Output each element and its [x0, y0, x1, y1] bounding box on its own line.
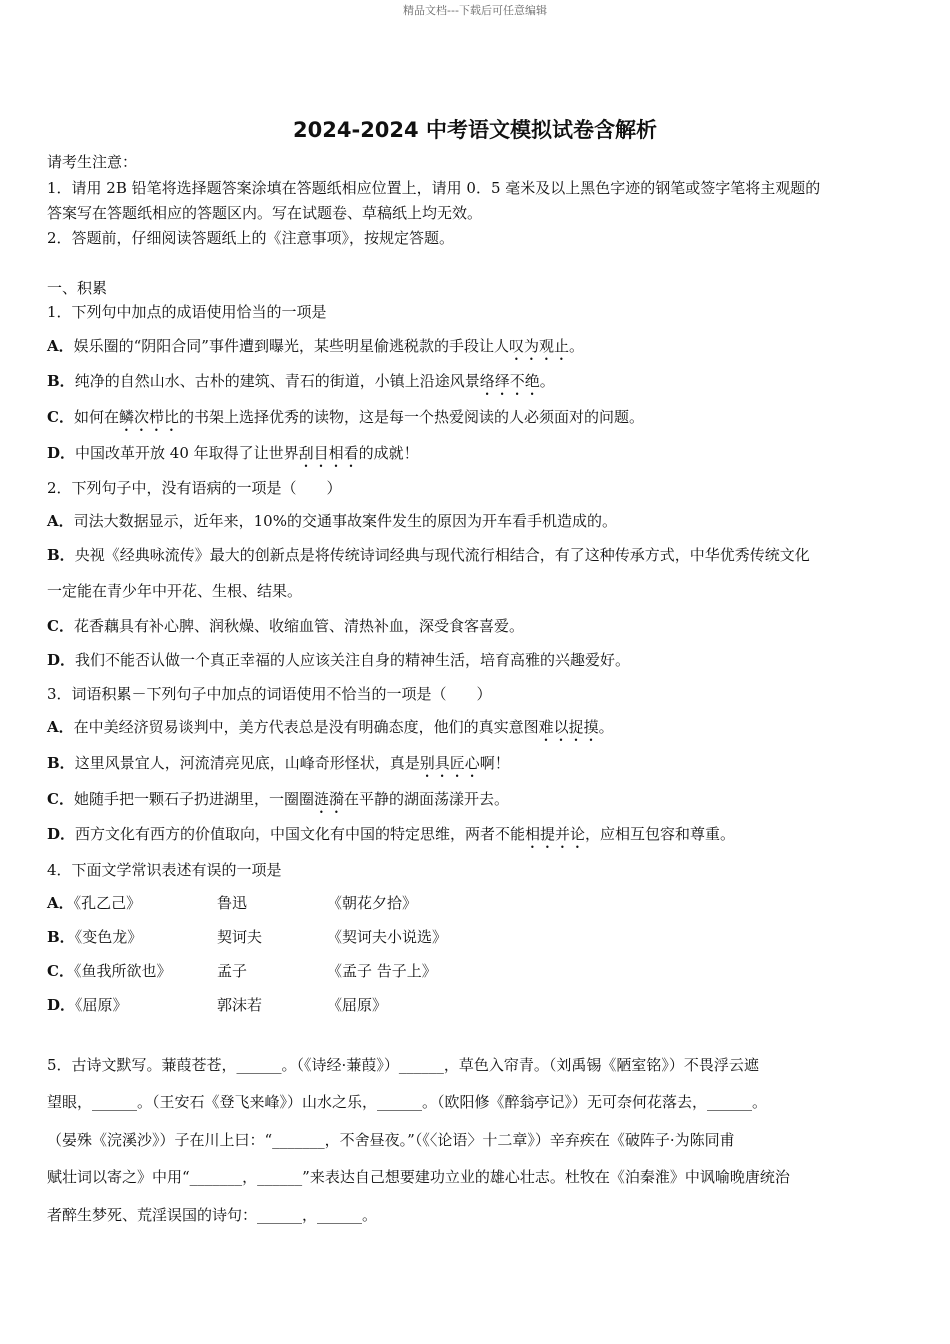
- notice-item-1a: 1．请用 2B 铅笔将选择题答案涂填在答题纸相应位置上，请用 0．5 毫米及以上黑色字迹的钢笔或签字笔将主观题的: [47, 179, 821, 197]
- option-text: 花香藕具有补心脾、润秋燥、收缩血管、清热补血，深受食客喜爱。: [73, 617, 524, 635]
- work-title: 《鱼我所欲也》: [73, 962, 172, 980]
- option-label: D．: [47, 825, 76, 843]
- notice-heading: 请考生注意：: [47, 153, 138, 171]
- option-text: 央视《经典咏流传》最大的创新点是将传统诗词经典与现代流行相结合，有了这种传承方式，中华优秀传统文化: [74, 546, 810, 564]
- page-title: 2024-2024 中考语文模拟试卷含解析: [293, 118, 657, 142]
- option-text: 纯净的自然山水、古朴的建筑、青石的街道，小镇上沿途风景: [74, 372, 480, 390]
- q3-stem: 3．词语积累－下列句子中加点的词语使用不恰当的一项是（ ）: [47, 685, 492, 703]
- option-label: B．: [47, 928, 75, 946]
- q2-option-b: [47, 545, 810, 565]
- author: 鲁迅: [217, 894, 248, 912]
- q2-option-a: [47, 511, 617, 531]
- source-title: 《孟子 告子上》: [327, 962, 437, 980]
- q4-row: [47, 927, 447, 947]
- q4-stem: 4．下面文学常识表述有误的一项是: [47, 861, 282, 879]
- option-label: B．: [47, 754, 75, 772]
- q2-option-c: [47, 616, 524, 636]
- option-label: C．: [47, 617, 74, 635]
- option-text: 在中美经济贸易谈判中，美方代表总是没有明确态度，他们的真实意图: [73, 718, 539, 736]
- dotted-idiom: 涟漪: [313, 790, 344, 808]
- notice-item-1b: 答案写在答题纸相应的答题区内。写在试题卷、草稿纸上均无效。: [47, 204, 483, 222]
- work-title: 《变色龙》: [74, 928, 143, 946]
- work-title: 《孔乙己》: [73, 894, 142, 912]
- q2-option-b-cont: 一定能在青少年中开花、生根、结果。: [47, 582, 303, 600]
- option-label: D．: [47, 996, 76, 1014]
- option-label: C．: [47, 790, 74, 808]
- dotted-idiom: 刮目相看: [298, 444, 359, 462]
- notice-item-2: 2．答题前，仔细阅读答题纸上的《注意事项》，按规定答题。: [47, 229, 455, 247]
- q1-option-a: [47, 336, 584, 364]
- q1-option-d: [47, 443, 419, 471]
- q4-row: [47, 893, 417, 913]
- option-label: A．: [47, 337, 74, 355]
- q3-option-d: [47, 824, 735, 852]
- author: 郭沫若: [217, 996, 263, 1014]
- option-text: 娱乐圈的“阴阳合同”事件遭到曝光，某些明星偷逃税款的手段让人: [73, 337, 509, 355]
- option-label: D．: [47, 651, 76, 669]
- q2-stem: 2．下列句子中，没有语病的一项是（ ）: [47, 479, 342, 497]
- option-text-end: 在平静的湖面荡漾开去。: [343, 790, 509, 808]
- q1-option-b: [47, 371, 555, 399]
- dotted-idiom: 相提并论: [525, 825, 586, 843]
- author: 孟子: [217, 962, 248, 980]
- option-text-end: 。: [569, 337, 585, 355]
- watermark: 精品文档---下载后可任意编辑: [403, 4, 547, 17]
- option-text-end: 。: [598, 718, 614, 736]
- option-text-end: 的书架上选择优秀的读物，这是每一个热爱阅读的人必须面对的问题。: [178, 408, 644, 426]
- option-text: 中国改革开放 40 年取得了让世界: [75, 444, 299, 462]
- option-label: C．: [47, 962, 74, 980]
- option-text-end: 的成就！: [358, 444, 419, 462]
- q5-line-4: 赋壮词以寄之》中用“_______，______”来表达自己想要建功立业的雄心壮志。杜牧在《泊秦淮》中讽喻晚唐统治: [47, 1168, 790, 1186]
- option-text-end: ，应相互包容和尊重。: [585, 825, 736, 843]
- q5-line-1: 5．古诗文默写。蒹葭苍苍，______。（《诗经·蒹葭》）______，草色入帘青。（刘禹锡《陋室铭》）不畏浮云遮: [47, 1056, 759, 1074]
- option-text: 司法大数据显示，近年来，10%的交通事故案件发生的原因为开车看手机造成的。: [73, 512, 617, 530]
- option-label: A．: [47, 894, 74, 912]
- dotted-idiom: 鳞次栉比: [118, 408, 179, 426]
- source-title: 《朝花夕拾》: [327, 894, 418, 912]
- option-text-end: 啊！: [479, 754, 510, 772]
- option-label: A．: [47, 718, 74, 736]
- option-label: C．: [47, 408, 74, 426]
- q1-option-c: [47, 407, 644, 435]
- option-text: 这里风景宜人，河流清亮见底，山峰奇形怪状，真是: [74, 754, 420, 772]
- q3-option-b: [47, 753, 510, 781]
- q5-line-5: 者醉生梦死、荒淫误国的诗句：______，______。: [47, 1206, 378, 1224]
- author: 契诃夫: [217, 928, 263, 946]
- option-label: A．: [47, 512, 74, 530]
- option-label: D．: [47, 444, 76, 462]
- dotted-idiom: 难以捉摸: [538, 718, 599, 736]
- option-label: B．: [47, 372, 75, 390]
- section-heading: 一、积累: [47, 279, 108, 297]
- option-text: 如何在: [73, 408, 119, 426]
- dotted-idiom: 叹为观止: [508, 337, 569, 355]
- source-title: 《屈原》: [327, 996, 388, 1014]
- q5-line-3: （晏殊《浣溪沙》）子在川上曰：“_______，不舍昼夜。”（《〈论语〉十二章》）辛弃疾在《破阵子·为陈同甫: [47, 1131, 735, 1149]
- q3-option-a: [47, 717, 614, 745]
- dotted-idiom: 别具匠心: [419, 754, 480, 772]
- option-text: 我们不能否认做一个真正幸福的人应该关注自身的精神生活，培育高雅的兴趣爱好。: [75, 651, 631, 669]
- dotted-idiom: 络绎不绝: [479, 372, 540, 390]
- q1-stem: 1．下列句中加点的成语使用恰当的一项是: [47, 303, 327, 321]
- option-label: B．: [47, 546, 75, 564]
- q2-option-d: [47, 650, 630, 670]
- option-text: 她随手把一颗石子扔进湖里，一圈圈: [73, 790, 314, 808]
- q5-line-2: 望眼，______。（王安石《登飞来峰》）山水之乐，______。（欧阳修《醉翁亭记》）无可奈何花落去，______。: [47, 1093, 768, 1111]
- work-title: 《屈原》: [75, 996, 128, 1014]
- source-title: 《契诃夫小说选》: [327, 928, 448, 946]
- option-text: 西方文化有西方的价值取向，中国文化有中国的特定思维，两者不能: [75, 825, 526, 843]
- q3-option-c: [47, 789, 509, 817]
- q4-row: [47, 995, 387, 1015]
- q4-row: [47, 961, 437, 981]
- option-text-end: 。: [539, 372, 555, 390]
